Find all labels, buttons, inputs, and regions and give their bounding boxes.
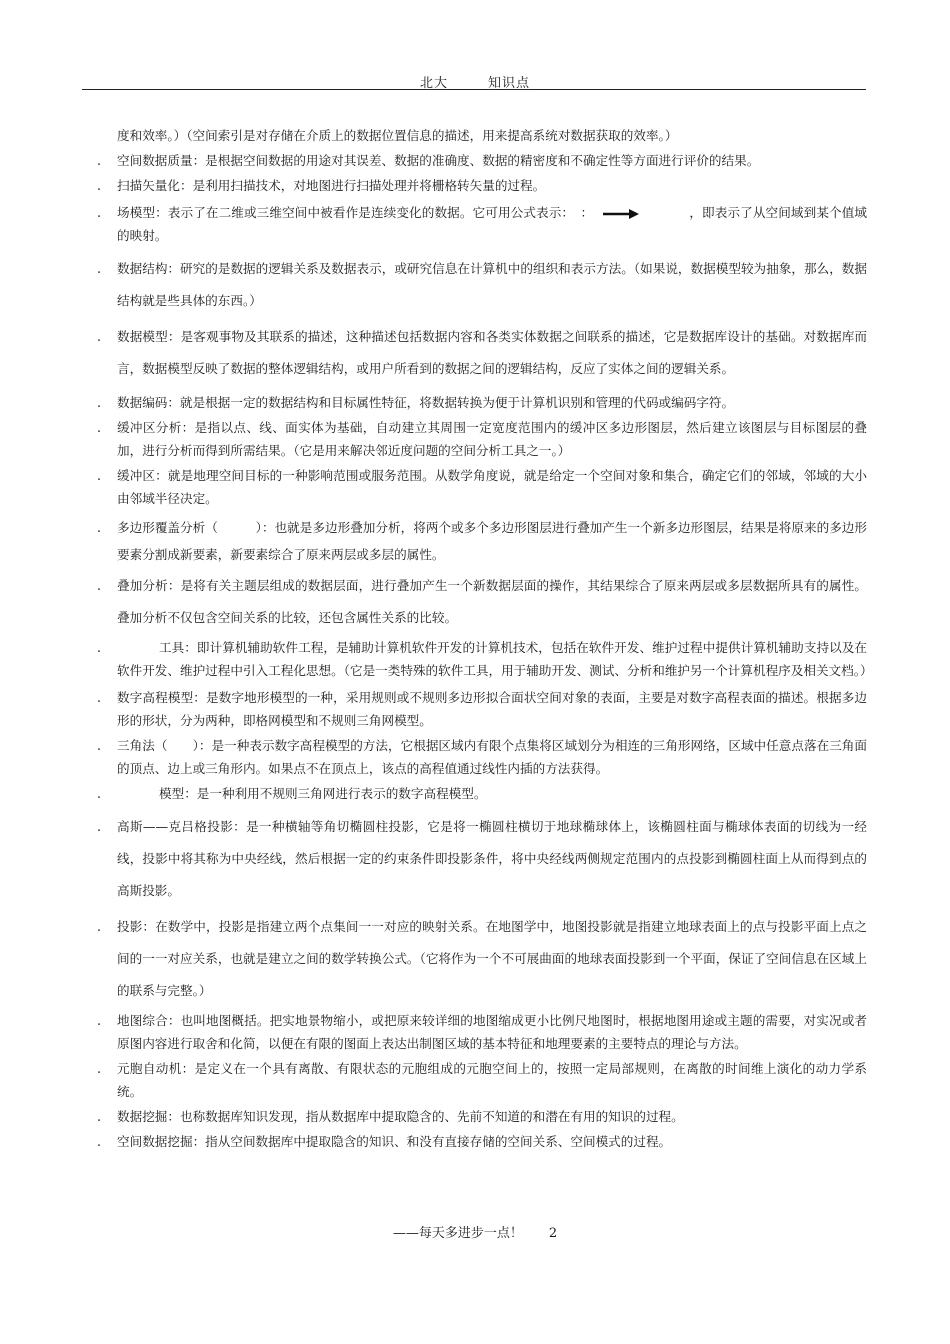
entry-buffer-zone (97, 464, 867, 510)
entry-bullet: . (97, 178, 102, 193)
entry-bullet: . (97, 1134, 102, 1149)
entry-map-generalization (97, 1009, 867, 1055)
entry-overlay-analysis (97, 570, 867, 634)
entry-bullet: . (97, 819, 102, 834)
page-number: 2 (548, 1226, 558, 1241)
entry-bullet: . (97, 261, 102, 276)
entry-triangulation (97, 734, 867, 780)
entry-spatial-data-mining (97, 1130, 867, 1153)
entry-text: 三角法（ ）：是一种表示数字高程模型的方法，它根据区域内有限个点集将区域划分为相连的三角形网络，区域中任意点落在三角面的顶点、边上或三角形内。如果点不在顶点上，该点的高程值通过线性内插的方法获得。 (117, 738, 867, 776)
entry-field-model (97, 201, 867, 247)
page-footer (0, 1222, 950, 1241)
entry-bullet: . (97, 738, 102, 753)
entry-text: 数字高程模型：是数字地形模型的一种，采用规则或不规则多边形拟合面状空间对象的表面，主要是对数字高程表面的描述。根据多边形的形状，分为两种，即格网模型和不规则三角网模型。 (117, 690, 867, 728)
entry-bullet: . (97, 578, 102, 593)
document-body (97, 124, 873, 1155)
entry-data-encoding (97, 391, 867, 414)
entry-bullet: . (97, 468, 102, 483)
entry-text: 模型：是一种利用不规则三角网进行表示的数字高程模型。 (159, 786, 487, 801)
entry-text: 空间数据质量：是根据空间数据的用途对其误差、数据的准确度、数据的精密度和不确定性等方面进行评价的结果。 (117, 153, 760, 168)
entry-text: 度和效率。）（空间索引是对存储在介质上的数据位置信息的描述，用来提高系统对数据获取的效率。） (117, 128, 678, 143)
entry-buffer-analysis (97, 416, 867, 462)
header-right: 知识点 (488, 76, 531, 91)
footer-motto: ——每天多进步一点！ (392, 1226, 523, 1241)
entry-bullet: . (97, 1061, 102, 1076)
arrow-icon (603, 209, 639, 219)
entry-text: 元胞自动机：是定义在一个具有离散、有限状态的元胞组成的元胞空间上的，按照一定局部规则，在离散的时间维上演化的动力学系统。 (117, 1061, 867, 1099)
entry-text: 投影：在数学中，投影是指建立两个点集间一一对应的映射关系。在地图学中，地图投影就是指建立地球表面上的点与投影平面上点之间的一一对应关系，也就是建立之间的数学转换公式。（它将作为一个不可展曲面的地球表面投影到一个平面，保证了空间信息在区域上的联系与完整。） (117, 919, 867, 998)
header-left: 北大 (419, 76, 448, 91)
entry-bullet: . (97, 520, 102, 535)
entry-bullet: . (97, 786, 102, 801)
entry-text: 缓冲区分析：是指以点、线、面实体为基础，自动建立其周围一定宽度范围内的缓冲区多边形图层，然后建立该图层与目标图层的叠加，进行分析而得到所需结果。（它是用来解决邻近度问题的空间分析工具之一。） (117, 420, 867, 458)
entry-data-model (97, 321, 867, 385)
entry-bullet: . (97, 690, 102, 705)
entry-text: 缓冲区：就是地理空间目标的一种影响范围或服务范围。从数学角度说，就是给定一个空间对象和集合，确定它们的邻域，邻域的大小由邻域半径决定。 (117, 468, 867, 506)
entry-bullet: . (97, 153, 102, 168)
entry-text: 数据结构：研究的是数据的逻辑关系及数据表示，或研究信息在计算机中的组织和表示方法。（如果说，数据模型较为抽象，那么，数据结构就是些具体的东西。） (117, 261, 867, 308)
entry-text: 数据编码：就是根据一定的数据结构和目标属性特征，将数据转换为便于计算机识别和管理的代码或编码字符。 (117, 395, 735, 410)
entry-bullet: . (97, 919, 102, 934)
header-rule (82, 89, 866, 90)
entry-case-tools (97, 636, 873, 682)
entry-bullet: . (97, 205, 102, 220)
entry-text: 高斯——克吕格投影：是一种横轴等角切椭圆柱投影，它是将一椭圆柱横切于地球椭球体上，该椭圆柱面与椭球体表面的切线为一经线，投影中将其称为中央经线，然后根据一定的约束条件即投影条件，将中央经线两侧规定范围内的点投影到椭圆柱面上从而得到点的高斯投影。 (117, 819, 867, 898)
entry-bullet: . (97, 329, 102, 344)
entry-data-mining (97, 1105, 867, 1128)
entry-dem (97, 686, 867, 732)
entry-polygon-overlay (97, 514, 867, 568)
entry-bullet: . (97, 1013, 102, 1028)
entry-bullet: . (97, 640, 102, 655)
entry-bullet: . (97, 395, 102, 410)
entry-text: 地图综合：也叫地图概括。把实地景物缩小，或把原来较详细的地图缩成更小比例尺地图时，根据地图用途或主题的需要，对实况或者原图内容进行取舍和化简，以便在有限的图面上表达出制图区域的基本特征和地理要素的主要特点的理论与方法。 (117, 1013, 867, 1051)
entry-tin-model (97, 782, 867, 805)
entry-bullet: . (97, 420, 102, 435)
entry-text: 多边形覆盖分析（ ）：也就是多边形叠加分析，将两个或多个多边形图层进行叠加产生一个新多边形图层，结果是将原来的多边形要素分割成新要素，新要素综合了原来两层或多层的属性。 (117, 520, 867, 562)
entry-data-structure (97, 253, 867, 317)
entry-text: 扫描矢量化：是利用扫描技术，对地图进行扫描处理并将栅格转矢量的过程。 (117, 178, 546, 193)
entry-continuation (97, 124, 867, 147)
entry-text-b: ，即表示了从空间域到某个值域的映射。 (117, 205, 868, 243)
entry-text-a: 场模型：表示了在二维或三维空间中被看作是连续变化的数据。它可用公式表示： ： (117, 205, 594, 220)
entry-cellular-automata (97, 1057, 867, 1103)
entry-gauss-kruger (97, 811, 867, 907)
entry-bullet: . (97, 1109, 102, 1124)
entry-text: 数据模型：是客观事物及其联系的描述，这种描述包括数据内容和各类实体数据之间联系的描述，它是数据库设计的基础。对数据库而言，数据模型反映了数据的整体逻辑结构，或用户所看到的数据之间的逻辑结构，反应了实体之间的逻辑关系。 (117, 329, 867, 376)
entry-spatial-data-quality (97, 149, 867, 172)
entry-text: 工具：即计算机辅助软件工程，是辅助计算机软件开发的计算机技术，包括在软件开发、维护过程中提供计算机辅助支持以及在软件开发、维护过程中引入工程化思想。（它是一类特殊的软件工具，用于辅助开发、测试、分析和维护另一个计算机程序及相关文档。） (117, 640, 873, 678)
entry-text: 空间数据挖掘：指从空间数据库中提取隐含的知识、和没有直接存储的空间关系、空间模式的过程。 (117, 1134, 672, 1149)
entry-text: 数据挖掘：也称数据库知识发现，指从数据库中提取隐含的、先前不知道的和潜在有用的知识的过程。 (117, 1109, 684, 1124)
entry-text: 叠加分析：是将有关主题层组成的数据层面，进行叠加产生一个新数据层面的操作，其结果综合了原来两层或多层数据所具有的属性。叠加分析不仅包含空间关系的比较，还包含属性关系的比较。 (117, 578, 867, 625)
entry-scan-vectorization (97, 174, 867, 197)
entry-projection (97, 911, 867, 1007)
